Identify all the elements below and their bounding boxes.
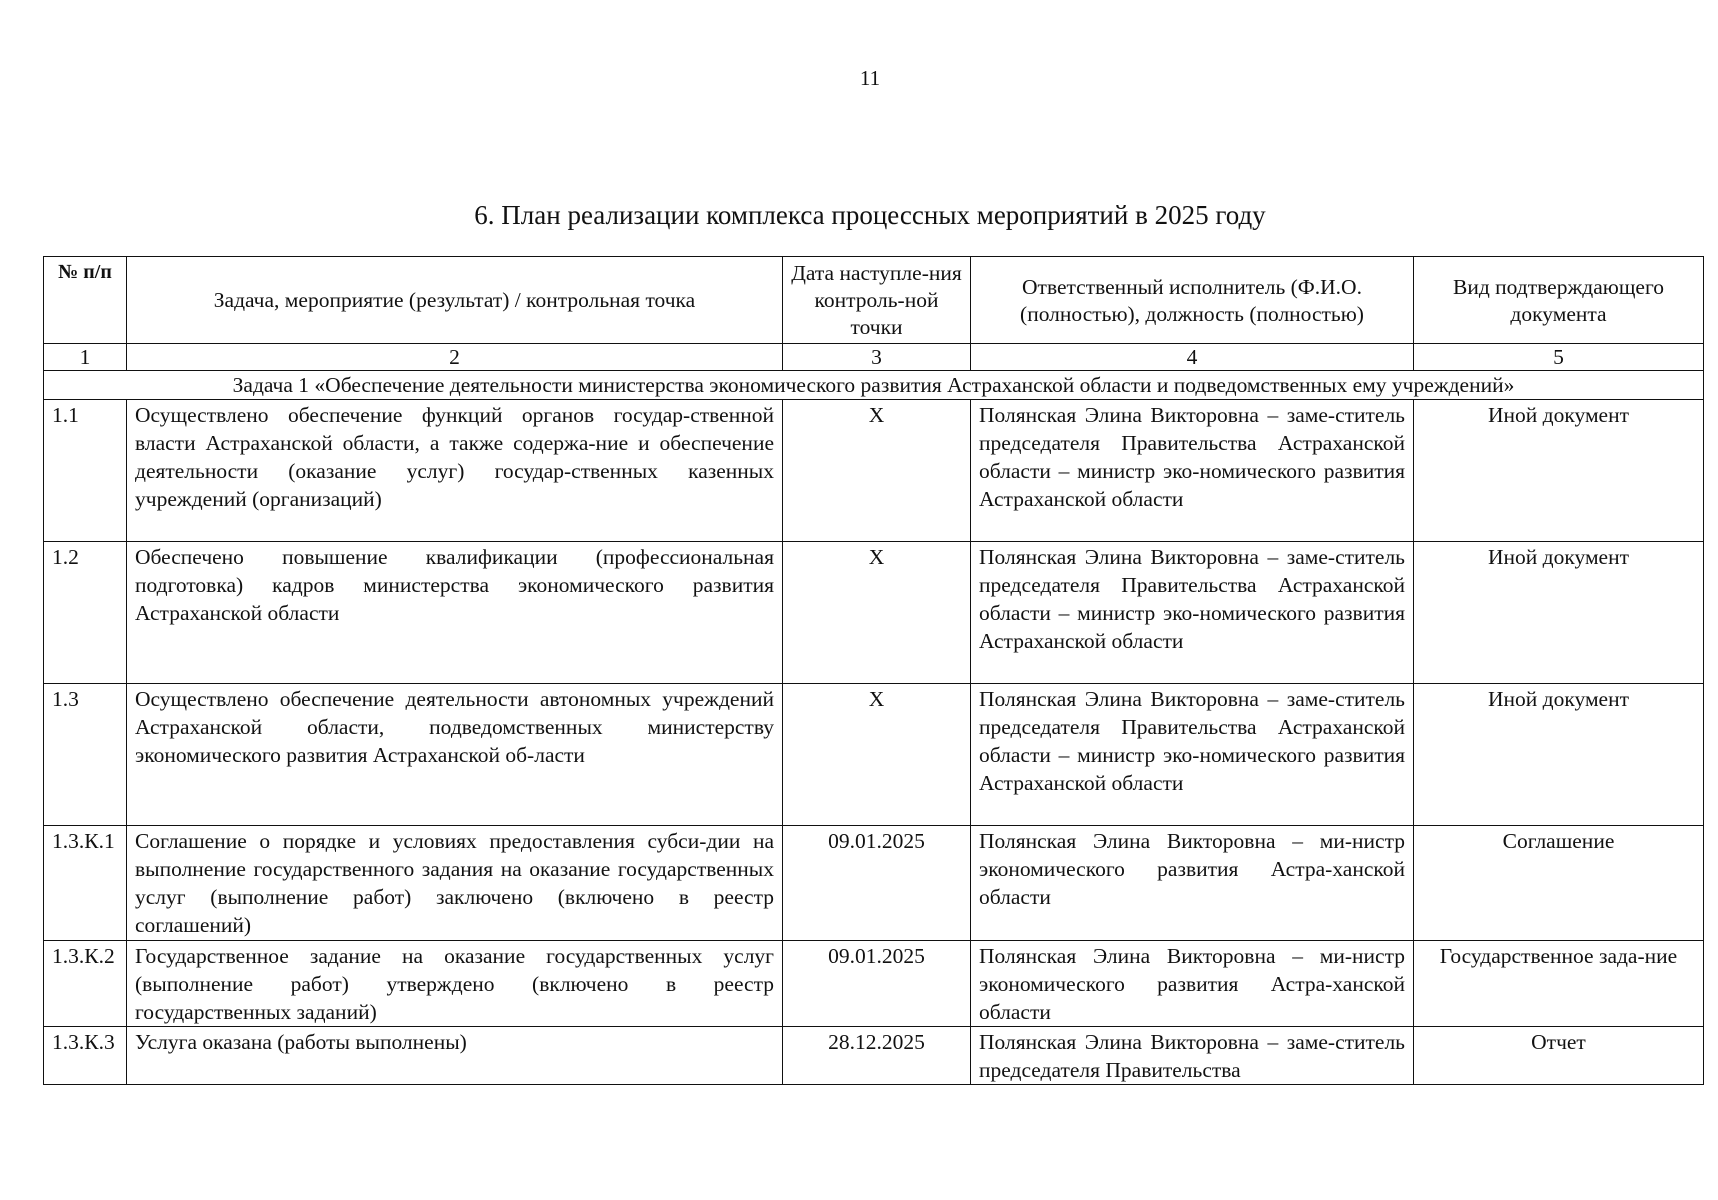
row-task: Обеспечено повышение квалификации (профессиональная подготовка) кадров министерства экономического развития Астраханской области: [127, 542, 783, 684]
row-number: 1.3.К.2: [44, 941, 127, 1027]
task-row: [44, 371, 1704, 400]
row-task: Осуществлено обеспечение деятельности автономных учреждений Астраханской области, подведомственных министерству экономического развития Астраханской об-ласти: [127, 684, 783, 826]
table-row: [44, 542, 1704, 684]
row-number: 1.3.К.3: [44, 1027, 127, 1085]
row-date: 09.01.2025: [783, 826, 971, 941]
task-title: Задача 1 «Обеспечение деятельности министерства экономического развития Астраханской области и подведомственных ему учреждений»: [44, 371, 1704, 400]
table-row: [44, 941, 1704, 1027]
row-executor: Полянская Элина Викторовна – ми-нистр экономического развития Астра-ханской области: [971, 941, 1414, 1027]
row-document: Отчет: [1414, 1027, 1704, 1085]
row-date: 28.12.2025: [783, 1027, 971, 1085]
table-row: [44, 1027, 1704, 1085]
row-document: Соглашение: [1414, 826, 1704, 941]
row-task: Государственное задание на оказание государственных услуг (выполнение работ) утверждено (включено в реестр государственных заданий): [127, 941, 783, 1027]
row-executor: Полянская Элина Викторовна – заме-ститель председателя Правительства Астраханской области – министр эко-номического развития Астраханской области: [971, 400, 1414, 542]
header-document: Вид подтверждающего документа: [1414, 257, 1704, 344]
row-task: Услуга оказана (работы выполнены): [127, 1027, 783, 1085]
row-number: 1.3.К.1: [44, 826, 127, 941]
table-row: [44, 684, 1704, 826]
table-header-row: [44, 257, 1704, 344]
row-task: Осуществлено обеспечение функций органов государ-ственной власти Астраханской области, а также содержа-ние и обеспечение деятельности (оказание услуг) государ-ственных казенных учреждений (организаций): [127, 400, 783, 542]
header-date: Дата наступле-ния контроль-ной точки: [783, 257, 971, 344]
row-task: Соглашение о порядке и условиях предоставления субси-дии на выполнение государственного задания на оказание государственных услуг (выполнение работ) заключено (включено в реестр соглашений): [127, 826, 783, 941]
column-number: 1: [44, 344, 127, 371]
row-document: Иной документ: [1414, 684, 1704, 826]
row-date: X: [783, 684, 971, 826]
row-number: 1.1: [44, 400, 127, 542]
row-document: Иной документ: [1414, 400, 1704, 542]
column-number: 2: [127, 344, 783, 371]
row-date: X: [783, 400, 971, 542]
row-number: 1.2: [44, 542, 127, 684]
row-document: Иной документ: [1414, 542, 1704, 684]
row-number: 1.3: [44, 684, 127, 826]
column-number: 4: [971, 344, 1414, 371]
column-number: 5: [1414, 344, 1704, 371]
row-executor: Полянская Элина Викторовна – заме-ститель председателя Правительства Астраханской области – министр эко-номического развития Астраханской области: [971, 684, 1414, 826]
page-number: 11: [859, 66, 881, 90]
header-number: № п/п: [44, 257, 127, 344]
row-document: Государственное зада-ние: [1414, 941, 1704, 1027]
table-row: [44, 400, 1704, 542]
row-executor: Полянская Элина Викторовна – ми-нистр экономического развития Астра-ханской области: [971, 826, 1414, 941]
plan-table: [43, 256, 1704, 1085]
row-executor: Полянская Элина Викторовна – заме-ститель председателя Правительства: [971, 1027, 1414, 1085]
row-date: 09.01.2025: [783, 941, 971, 1027]
table-row: [44, 826, 1704, 941]
row-executor: Полянская Элина Викторовна – заме-ститель председателя Правительства Астраханской области – министр эко-номического развития Астраханской области: [971, 542, 1414, 684]
column-number: 3: [783, 344, 971, 371]
column-numbers-row: [44, 344, 1704, 371]
header-executor: Ответственный исполнитель (Ф.И.О. (полностью), должность (полностью): [971, 257, 1414, 344]
header-task: Задача, мероприятие (результат) / контрольная точка: [127, 257, 783, 344]
page-title: 6. План реализации комплекса процессных мероприятий в 2025 году: [474, 200, 1266, 230]
row-date: X: [783, 542, 971, 684]
